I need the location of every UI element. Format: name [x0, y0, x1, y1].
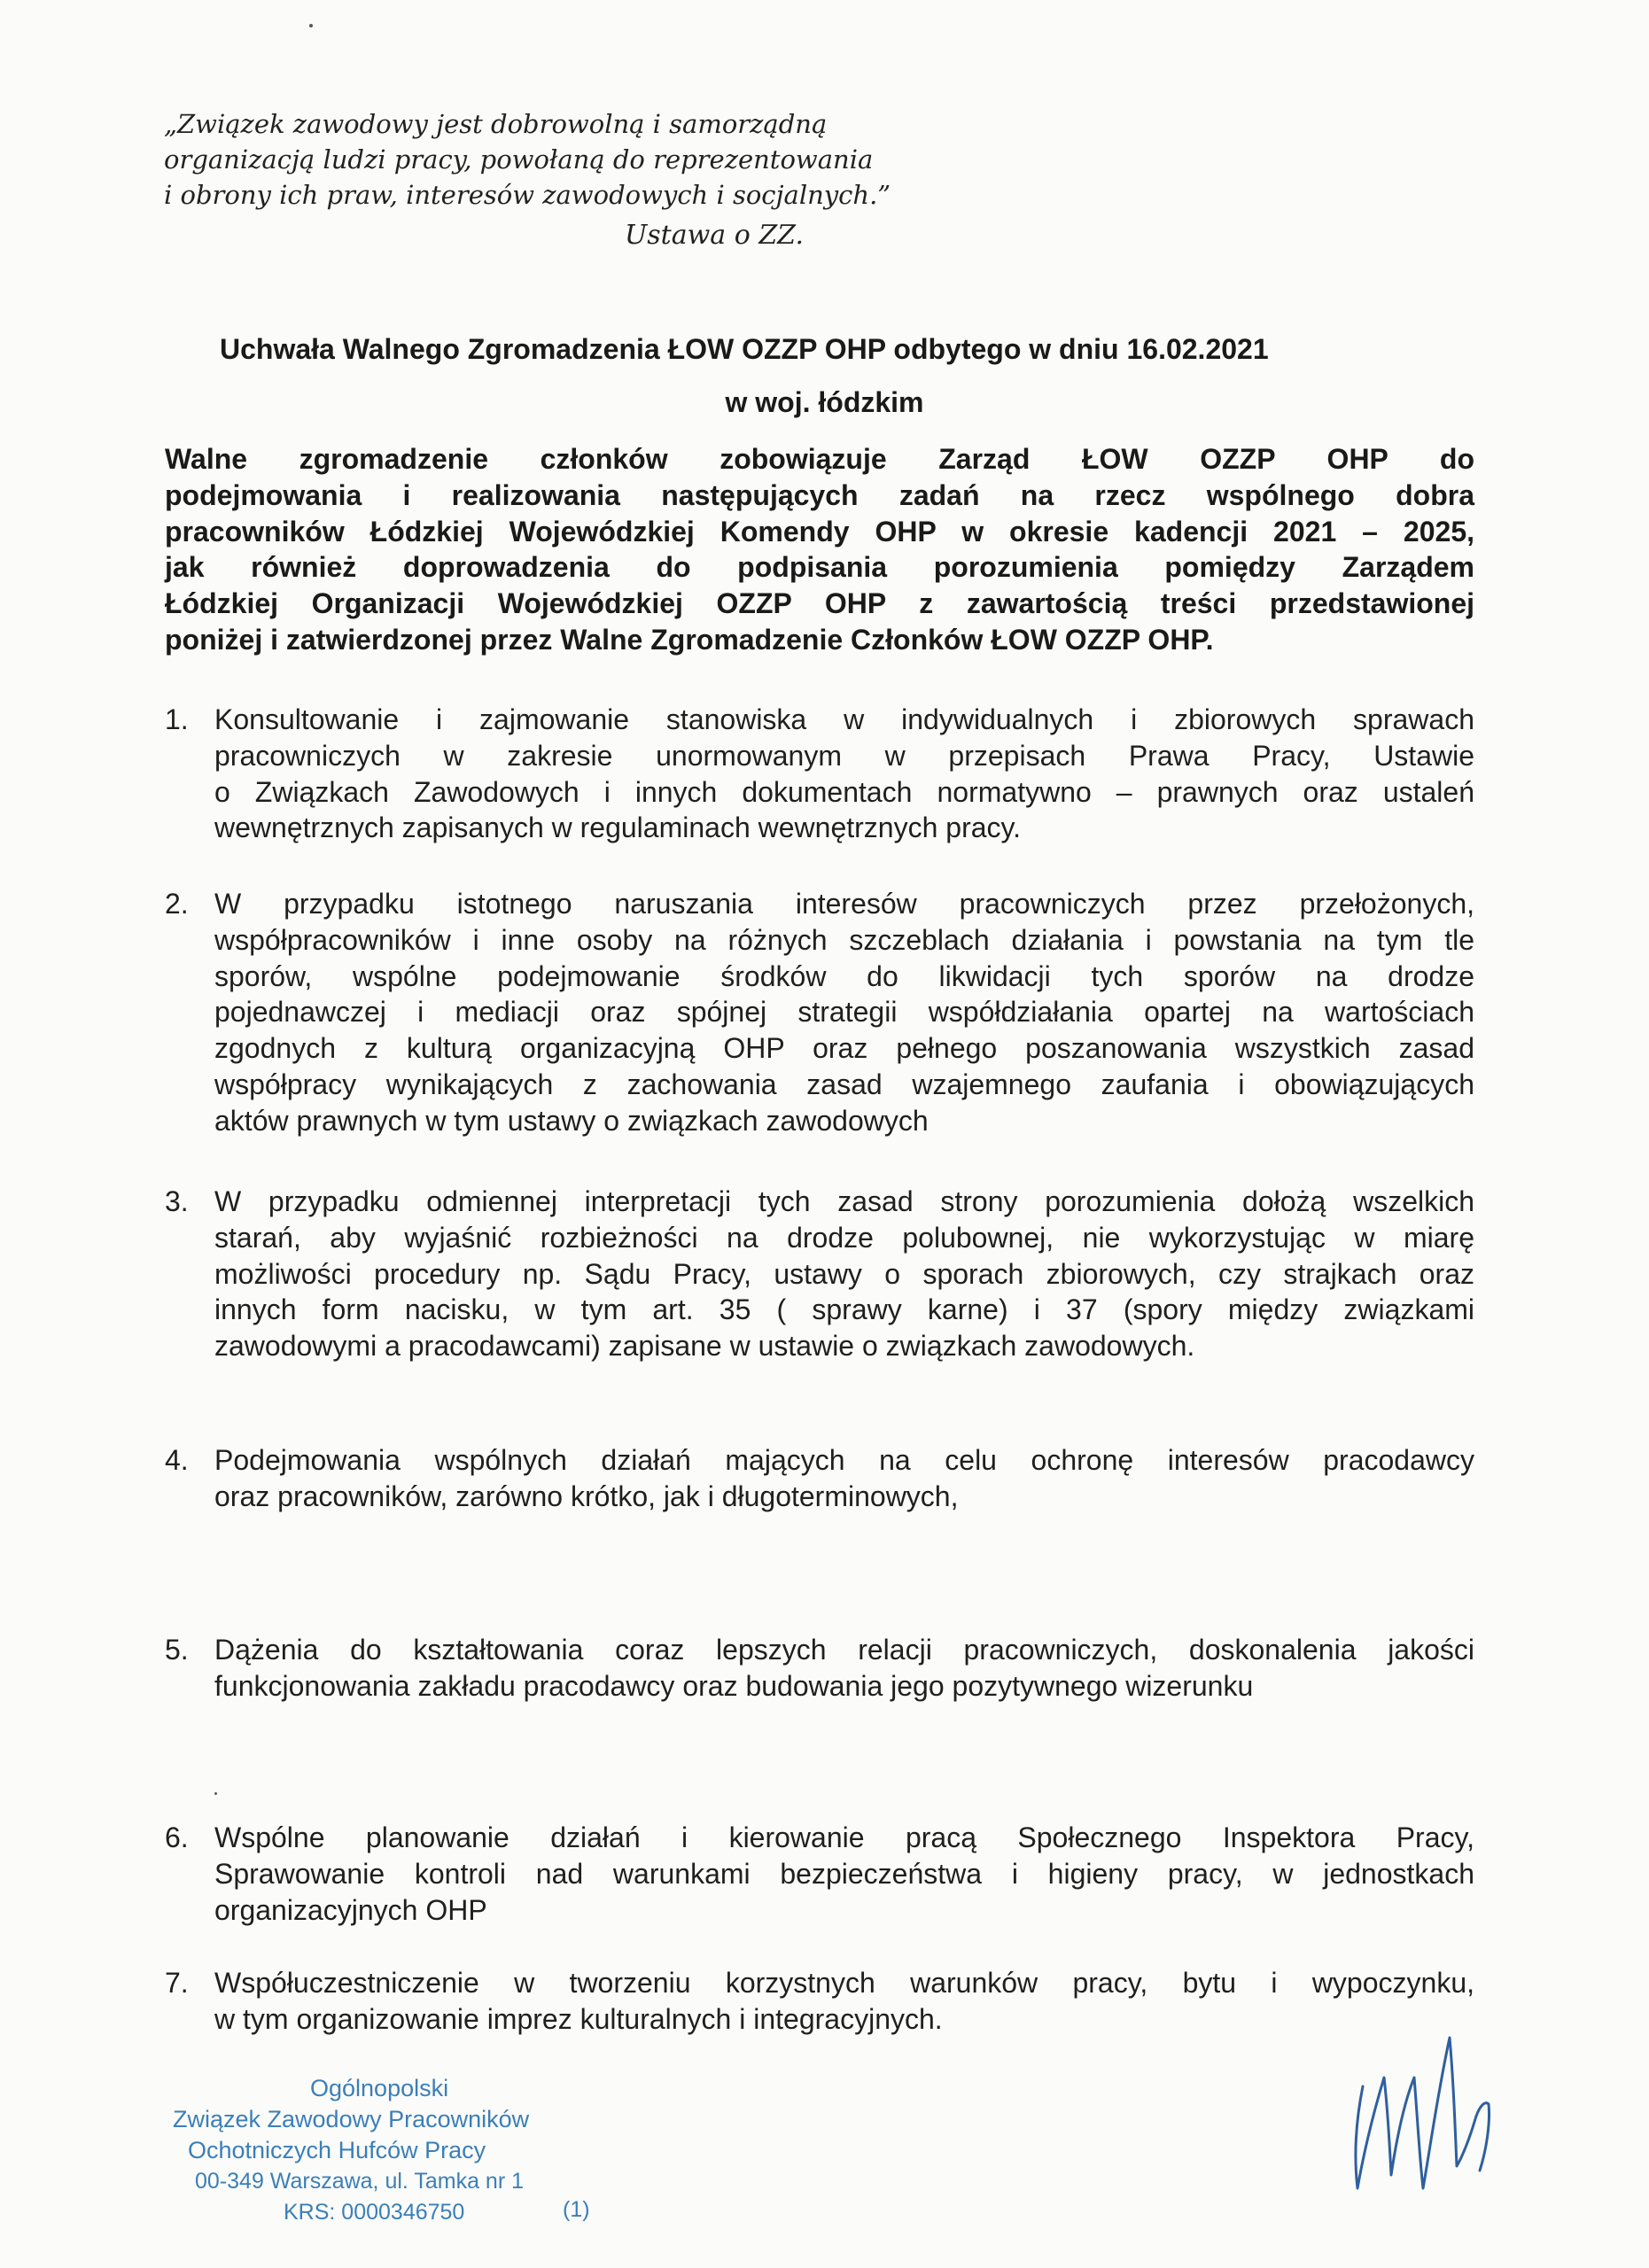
- motto-line: „Związek zawodowy jest dobrowolną i samorządną: [164, 109, 828, 139]
- stamp-number: (1): [563, 2197, 590, 2222]
- list-item-number: 6.: [165, 1821, 189, 1853]
- resolution-title: Uchwała Walnego Zgromadzenia ŁOW OZZP OHP odbytego w dniu 16.02.2021: [220, 333, 1269, 365]
- list-item-line: wewnętrznych zapisanych w regulaminach wewnętrznych pracy.: [214, 812, 1022, 844]
- handwritten-signature: [1338, 2024, 1497, 2202]
- intro-line: Walne zgromadzenie członków zobowiązuje Zarząd ŁOW OZZP OHP do: [165, 443, 1474, 475]
- list-item-text: [214, 1184, 1474, 1364]
- list-item-number: 4.: [165, 1444, 189, 1476]
- list-item-line: w tym organizowanie imprez kulturalnych i integracyjnych.: [214, 2002, 943, 2035]
- list-item-text: [214, 1632, 1474, 1705]
- list-item-text: [214, 1820, 1474, 1928]
- stamp-line: KRS: 0000346750: [284, 2200, 465, 2225]
- list-item-line: zawodowymi a pracodawcami) zapisane w ustawie o związkach zawodowych.: [214, 1330, 1195, 1363]
- list-item-line: oraz pracowników, zarówno krótko, jak i długoterminowych,: [214, 1480, 959, 1512]
- stamp-line: Ochotniczych Hufców Pracy: [188, 2137, 486, 2163]
- list-item-text: [214, 702, 1474, 846]
- motto-line: i obrony ich praw, interesów zawodowych i socjalnych.”: [164, 180, 891, 210]
- list-item-line: organizacyjnych OHP: [214, 1893, 487, 1926]
- list-item-line: W przypadku odmiennej interpretacji tych zasad strony porozumienia dołożą wszelkich: [214, 1185, 1474, 1217]
- stamp-line: Ogólnopolski: [310, 2075, 449, 2101]
- list-item-number: 1.: [165, 703, 189, 735]
- list-item-line: Wspólne planowanie działań i kierowanie pracą Społecznego Inspektora Pracy,: [214, 1821, 1474, 1853]
- stamp-line: Związek Zawodowy Pracowników: [173, 2106, 530, 2132]
- resolution-subtitle: w woj. łódzkim: [725, 386, 924, 418]
- list-item-text: [214, 886, 1474, 1139]
- list-item-number: 7.: [165, 1967, 189, 1999]
- list-item-line: możliwości procedury np. Sądu Pracy, ustawy o sporach zbiorowych, czy strajkach oraz: [214, 1257, 1474, 1290]
- list-item-line: starań, aby wyjaśnić rozbieżności na drodze polubownej, nie wykorzystując w miarę: [214, 1221, 1474, 1254]
- list-item-line: współpracy wynikających z zachowania zasad wzajemnego zaufania i obowiązujących: [214, 1068, 1474, 1100]
- list-item-line: pojednawczej i mediacji oraz spójnej strategii współdziałania opartej na wartościach: [214, 996, 1474, 1029]
- stamp-line: 00-349 Warszawa, ul. Tamka nr 1: [195, 2169, 524, 2194]
- list-item-line: Dążenia do kształtowania coraz lepszych relacji pracowniczych, doskonalenia jakości: [214, 1634, 1474, 1666]
- list-item-line: innych form nacisku, w tym art. 35 ( sprawy karne) i 37 (spory między związkami: [214, 1293, 1474, 1326]
- list-item-number: 5.: [165, 1634, 189, 1666]
- list-item-number: 2.: [165, 888, 189, 920]
- intro-line: poniżej i zatwierdzonej przez Walne Zgromadzenie Członków ŁOW OZZP OHP.: [165, 623, 1214, 656]
- intro-line: jak również doprowadzenia do podpisania porozumienia pomiędzy Zarządem: [165, 551, 1474, 584]
- list-item-line: aktów prawnych w tym ustawy o związkach zawodowych: [214, 1104, 929, 1137]
- list-item-line: współpracowników i inne osoby na różnych szczeblach działania i powstania na tym tle: [214, 923, 1474, 956]
- list-item-line: Sprawowanie kontroli nad warunkami bezpieczeństwa i higieny pracy, w jednostkach: [214, 1857, 1474, 1890]
- list-item-line: zgodnych z kulturą organizacyjną OHP oraz pełnego poszanowania wszystkich zasad: [214, 1032, 1474, 1065]
- intro-line: podejmowania i realizowania następujących zadań na rzecz wspólnego dobra: [165, 478, 1474, 511]
- intro-line: Łódzkiej Organizacji Wojewódzkiej OZZP OHP z zawartością treści przedstawionej: [165, 587, 1474, 620]
- motto-source: Ustawa o ZZ.: [625, 220, 805, 251]
- list-item-line: Konsultowanie i zajmowanie stanowiska w indywidualnych i zbiorowych sprawach: [214, 703, 1474, 735]
- scan-speck: [309, 24, 313, 27]
- list-item-line: pracowniczych w zakresie unormowanym w przepisach Prawa Pracy, Ustawie: [214, 739, 1474, 772]
- intro-paragraph: [165, 441, 1474, 658]
- organization-stamp: [159, 2073, 620, 2228]
- list-item-number: 3.: [165, 1185, 189, 1217]
- list-item-line: Podejmowania wspólnych działań mających na celu ochronę interesów pracodawcy: [214, 1444, 1474, 1476]
- list-item-text: [214, 1965, 1474, 2038]
- list-item-line: W przypadku istotnego naruszania interesów pracowniczych przez przełożonych,: [214, 888, 1474, 920]
- list-item-line: o Związkach Zawodowych i innych dokumentach normatywno – prawnych oraz ustaleń: [214, 775, 1474, 808]
- scan-speck: [214, 1792, 217, 1795]
- motto-quote: [164, 106, 961, 213]
- list-item-line: funkcjonowania zakładu pracodawcy oraz budowania jego pozytywnego wizerunku: [214, 1669, 1254, 1702]
- intro-line: pracowników Łódzkiej Wojewódzkiej Komendy OHP w okresie kadencji 2021 – 2025,: [165, 515, 1474, 548]
- motto-line: organizacją ludzi pracy, powołaną do reprezentowania: [164, 144, 874, 175]
- list-item-line: Współuczestniczenie w tworzeniu korzystnych warunków pracy, bytu i wypoczynku,: [214, 1967, 1474, 1999]
- list-item-text: [214, 1442, 1474, 1515]
- list-item-line: sporów, wspólne podejmowanie środków do likwidacji tych sporów na drodze: [214, 959, 1474, 992]
